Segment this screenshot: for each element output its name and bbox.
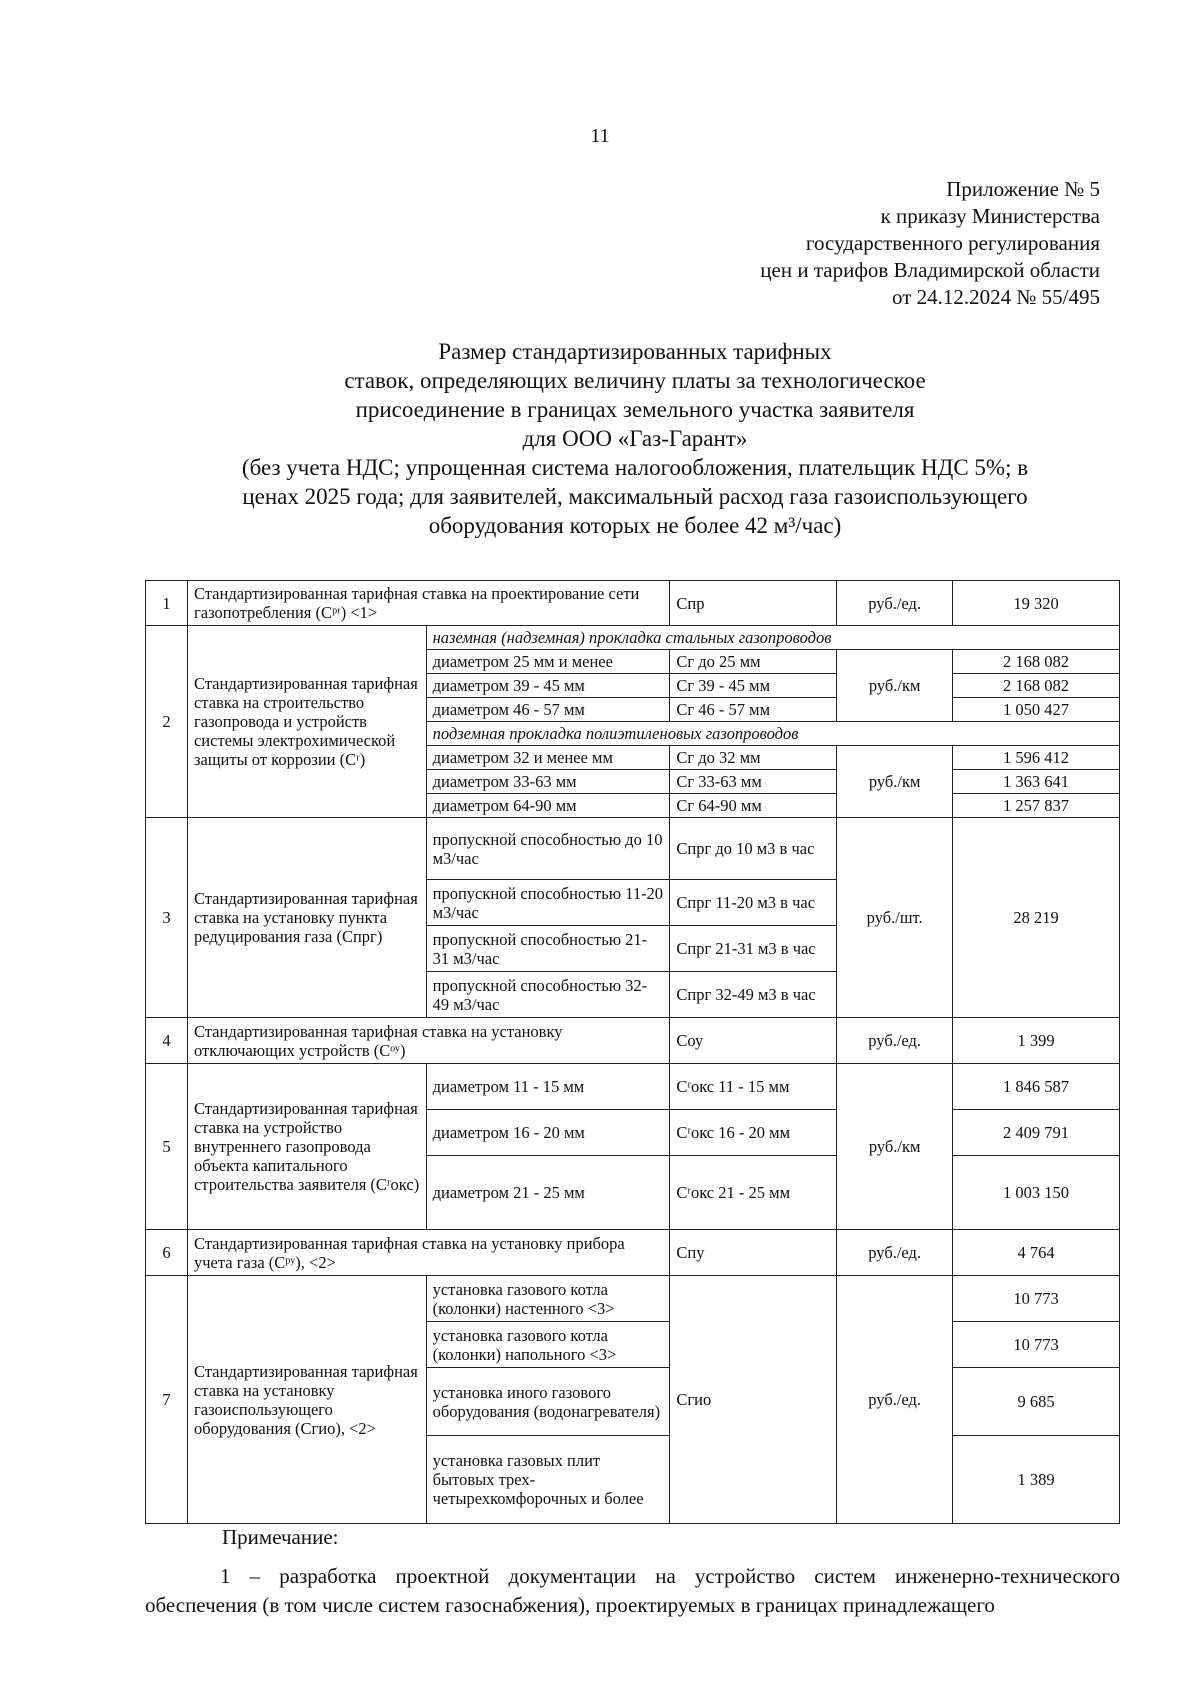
table-row xyxy=(146,1276,1120,1322)
rate-value: 1 389 xyxy=(953,1436,1120,1524)
sub-item: диаметром 39 - 45 мм xyxy=(426,674,670,698)
rate-code: Спрг 32-49 м3 в час xyxy=(670,972,837,1018)
rate-code: Сг 39 - 45 мм xyxy=(670,674,837,698)
table-row xyxy=(146,818,1120,880)
rate-code: Сг 46 - 57 мм xyxy=(670,698,837,722)
rate-unit: руб./ед. xyxy=(837,581,953,626)
appendix-line: от 24.12.2024 № 55/495 xyxy=(891,285,1100,309)
sub-item: пропускной способностью 21-31 м3/час xyxy=(426,926,670,972)
rate-value: 1 846 587 xyxy=(953,1064,1120,1110)
rate-code: Cʳокс 11 - 15 мм xyxy=(670,1064,837,1110)
sub-item: диаметром 46 - 57 мм xyxy=(426,698,670,722)
rate-unit: руб./шт. xyxy=(837,818,953,1018)
sub-item: установка газового котла (колонки) напольного <3> xyxy=(426,1322,670,1368)
row-number: 4 xyxy=(146,1018,188,1064)
rate-value: 1 363 641 xyxy=(953,770,1120,794)
rate-value: 1 257 837 xyxy=(953,794,1120,818)
rate-value: 4 764 xyxy=(953,1230,1120,1276)
rate-value: 1 003 150 xyxy=(953,1156,1120,1230)
title-line: присоединение в границах земельного участка заявителя xyxy=(355,397,915,422)
table-row xyxy=(146,626,1120,650)
title-line: Размер стандартизированных тарифных xyxy=(438,339,832,364)
rate-name: Стандартизированная тарифная ставка на установку прибора учета газа (Cᵖʸ), <2> xyxy=(187,1230,669,1276)
rate-unit: руб./км xyxy=(837,746,953,818)
rate-value: 2 168 082 xyxy=(953,674,1120,698)
rate-code: Соу xyxy=(670,1018,837,1064)
sub-item: диаметром 33-63 мм xyxy=(426,770,670,794)
title-line: ценах 2025 года; для заявителей, максимальный расход газа газоиспользующего xyxy=(242,484,1028,509)
rate-value: 10 773 xyxy=(953,1276,1120,1322)
rate-value: 10 773 xyxy=(953,1322,1120,1368)
row-number: 2 xyxy=(146,626,188,818)
sub-item: диаметром 16 - 20 мм xyxy=(426,1110,670,1156)
sub-item: диаметром 11 - 15 мм xyxy=(426,1064,670,1110)
rate-name: Стандартизированная тарифная ставка на устройство внутреннего газопровода объекта капитального строительства заявителя (Cʳокс) xyxy=(187,1064,426,1230)
rate-code: Сг 33-63 мм xyxy=(670,770,837,794)
appendix-header xyxy=(600,176,1100,311)
rate-value: 28 219 xyxy=(953,818,1120,1018)
rate-name: Стандартизированная тарифная ставка на проектирование сети газопотребления (Cᵖʳ) <1> xyxy=(187,581,669,626)
row-number: 3 xyxy=(146,818,188,1018)
rate-name: Стандартизированная тарифная ставка на установку газоиспользующего оборудования (Сгио), <2> xyxy=(187,1276,426,1524)
category-label: наземная (надземная) прокладка стальных газопроводов xyxy=(426,626,1119,650)
rate-name: Стандартизированная тарифная ставка на установку отключающих устройств (Cᵒʸ) xyxy=(187,1018,669,1064)
table-row xyxy=(146,1230,1120,1276)
rate-code: Спрг до 10 м3 в час xyxy=(670,818,837,880)
row-number: 5 xyxy=(146,1064,188,1230)
rate-code: Сг 64-90 мм xyxy=(670,794,837,818)
rate-code: Сг до 25 мм xyxy=(670,650,837,674)
note-text xyxy=(145,1562,1120,1620)
appendix-line: Приложение № 5 xyxy=(946,177,1100,201)
rate-code: Сгио xyxy=(670,1276,837,1524)
rate-value: 1 596 412 xyxy=(953,746,1120,770)
rate-unit: руб./ед. xyxy=(837,1230,953,1276)
rate-unit: руб./ед. xyxy=(837,1276,953,1524)
document-title xyxy=(140,337,1130,540)
rate-unit: руб./ед. xyxy=(837,1018,953,1064)
rate-code: Спрг 21-31 м3 в час xyxy=(670,926,837,972)
rate-value: 1 399 xyxy=(953,1018,1120,1064)
rate-code: Cʳокс 21 - 25 мм xyxy=(670,1156,837,1230)
row-number: 7 xyxy=(146,1276,188,1524)
sub-item: установка иного газового оборудования (водонагревателя) xyxy=(426,1368,670,1436)
rate-name: Стандартизированная тарифная ставка на установку пункта редуцирования газа (Спрг) xyxy=(187,818,426,1018)
sub-item: пропускной способностью 32-49 м3/час xyxy=(426,972,670,1018)
note-paragraph: 1 – разработка проектной документации на устройство систем инженерно-технического обеспечения (в том числе систем газоснабжения), проектируемых в границах принадлежащего xyxy=(145,1564,1120,1617)
title-line: оборудования которых не более 42 м³/час) xyxy=(428,513,842,538)
title-line: ставок, определяющих величину платы за технологическое xyxy=(344,368,926,393)
rate-value: 9 685 xyxy=(953,1368,1120,1436)
sub-item: диаметром 21 - 25 мм xyxy=(426,1156,670,1230)
appendix-line: к приказу Министерства xyxy=(880,204,1100,228)
table-row xyxy=(146,1064,1120,1110)
note-title: Примечание: xyxy=(222,1525,339,1549)
rate-code: Спрг 11-20 м3 в час xyxy=(670,880,837,926)
category-label: подземная прокладка полиэтиленовых газопроводов xyxy=(426,722,1119,746)
rate-value: 2 168 082 xyxy=(953,650,1120,674)
tariff-table xyxy=(145,580,1120,1524)
rate-unit: руб./км xyxy=(837,1064,953,1230)
sub-item: диаметром 32 и менее мм xyxy=(426,746,670,770)
appendix-line: цен и тарифов Владимирской области xyxy=(760,258,1100,282)
rate-code: Сг до 32 мм xyxy=(670,746,837,770)
rate-code: Спу xyxy=(670,1230,837,1276)
rate-name: Стандартизированная тарифная ставка на строительство газопровода и устройств системы электрохимической защиты от коррозии (Cʳ) xyxy=(187,626,426,818)
rate-code: Спр xyxy=(670,581,837,626)
sub-item: пропускной способностью до 10 м3/час xyxy=(426,818,670,880)
rate-value: 19 320 xyxy=(953,581,1120,626)
table-row xyxy=(146,1018,1120,1064)
rate-code: Cʳокс 16 - 20 мм xyxy=(670,1110,837,1156)
title-line: (без учета НДС; упрощенная система налогообложения, плательщик НДС 5%; в xyxy=(241,455,1029,480)
sub-item: пропускной способностью 11-20 м3/час xyxy=(426,880,670,926)
page-number: 11 xyxy=(590,125,610,147)
rate-unit: руб./км xyxy=(837,650,953,722)
title-line: для ООО «Газ-Гарант» xyxy=(522,426,748,451)
row-number: 1 xyxy=(146,581,188,626)
table-row xyxy=(146,581,1120,626)
sub-item: диаметром 25 мм и менее xyxy=(426,650,670,674)
sub-item: установка газовых плит бытовых трех-четырехкомфорочных и более xyxy=(426,1436,670,1524)
row-number: 6 xyxy=(146,1230,188,1276)
rate-value: 1 050 427 xyxy=(953,698,1120,722)
sub-item: установка газового котла (колонки) настенного <3> xyxy=(426,1276,670,1322)
appendix-line: государственного регулирования xyxy=(805,231,1100,255)
sub-item: диаметром 64-90 мм xyxy=(426,794,670,818)
rate-value: 2 409 791 xyxy=(953,1110,1120,1156)
